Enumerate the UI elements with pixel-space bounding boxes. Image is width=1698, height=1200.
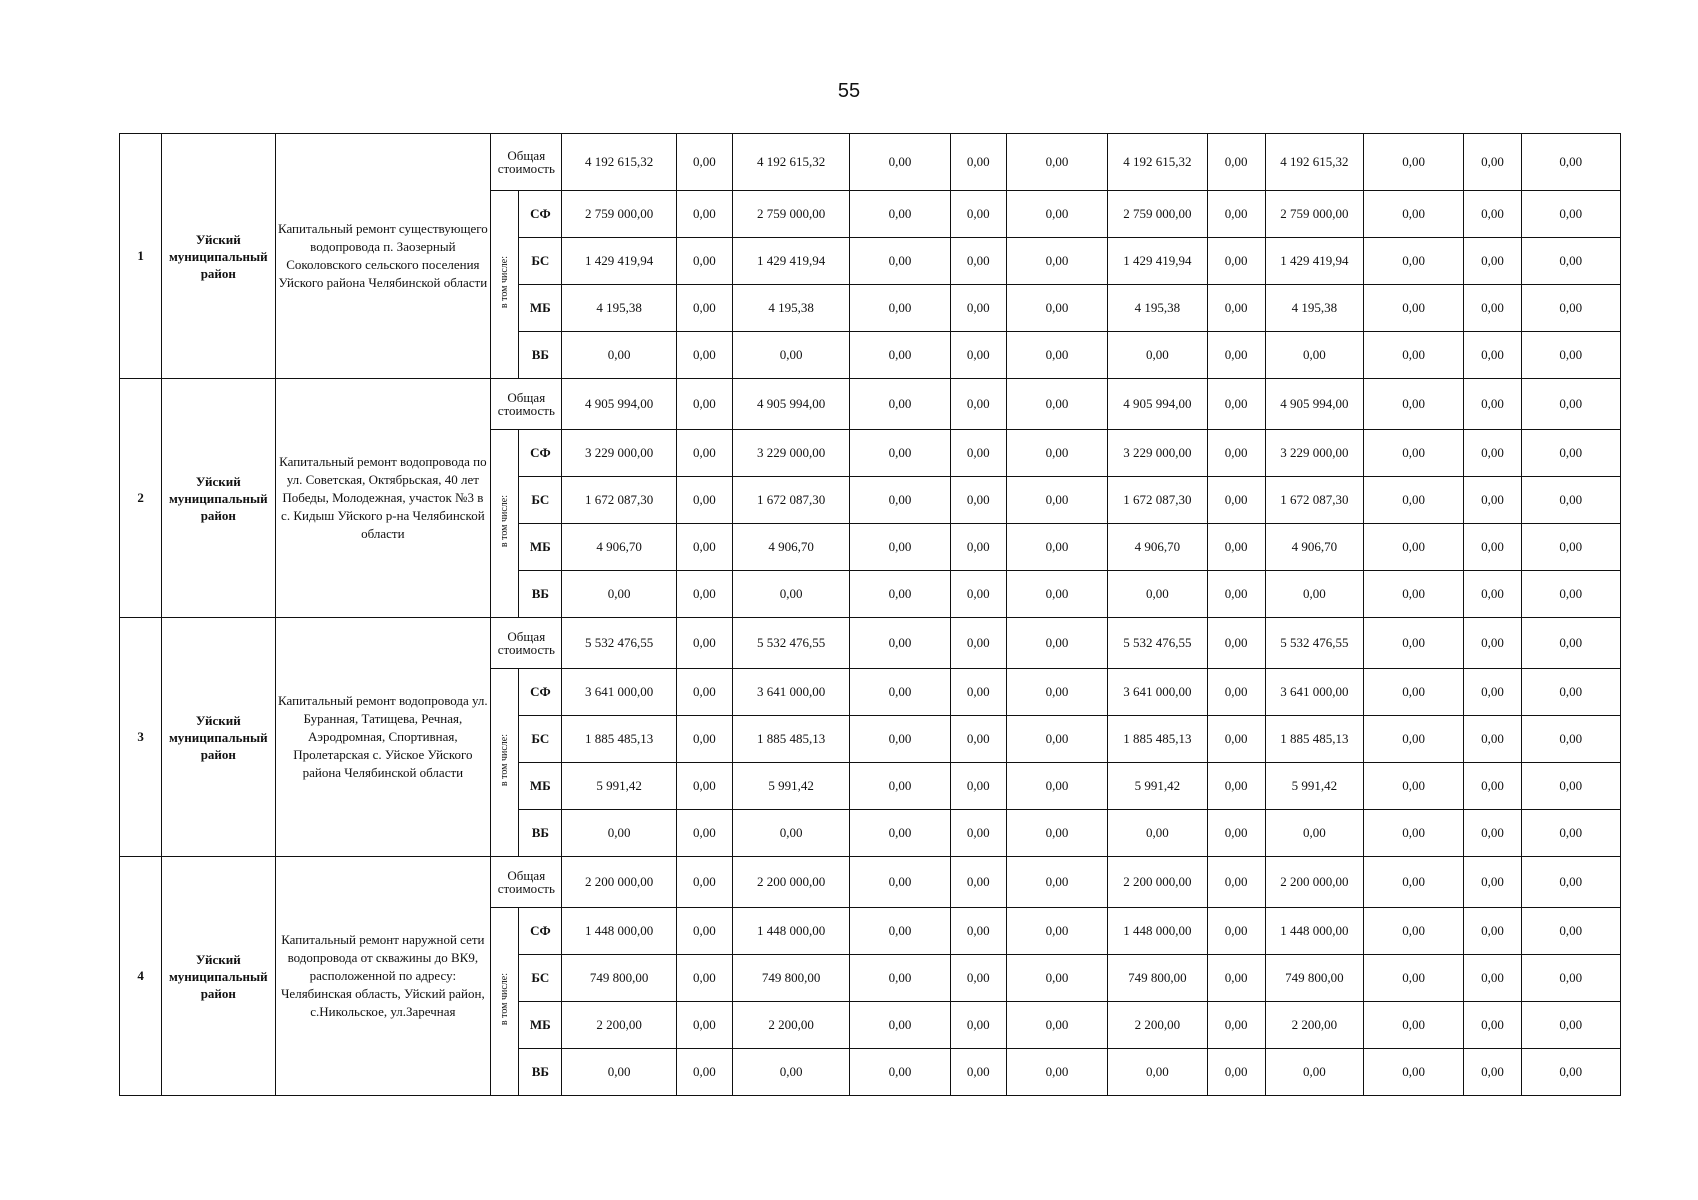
amount-cell: 0,00 [1207, 477, 1265, 524]
amount-cell: 0,00 [1207, 430, 1265, 477]
amount-cell: 0,00 [676, 379, 732, 430]
amount-cell: 0,00 [1207, 1049, 1265, 1096]
amount-cell: 0,00 [1521, 1049, 1620, 1096]
amount-cell: 0,00 [562, 332, 676, 379]
amount-cell: 0,00 [676, 716, 732, 763]
amount-cell: 0,00 [1464, 908, 1521, 955]
amount-cell: 0,00 [1521, 134, 1620, 191]
amount-cell: 0,00 [1006, 716, 1107, 763]
amount-cell: 0,00 [1108, 1049, 1207, 1096]
amount-cell: 4 905 994,00 [732, 379, 849, 430]
amount-cell: 0,00 [1464, 191, 1521, 238]
amount-cell: 0,00 [1006, 857, 1107, 908]
amount-cell: 749 800,00 [1265, 955, 1363, 1002]
amount-cell: 0,00 [950, 1002, 1006, 1049]
amount-cell: 0,00 [850, 669, 950, 716]
amount-cell: 2 200 000,00 [562, 857, 676, 908]
amount-cell: 0,00 [850, 857, 950, 908]
amount-cell: 0,00 [1464, 477, 1521, 524]
amount-cell: 0,00 [1464, 1002, 1521, 1049]
amount-cell: 0,00 [676, 524, 732, 571]
district-name: Уйский муниципальный район [162, 618, 275, 857]
amount-cell: 0,00 [1207, 571, 1265, 618]
amount-cell: 4 195,38 [1265, 285, 1363, 332]
amount-cell: 2 759 000,00 [732, 191, 849, 238]
amount-cell: 0,00 [1006, 524, 1107, 571]
amount-cell: 0,00 [1207, 191, 1265, 238]
amount-cell: 0,00 [1006, 1002, 1107, 1049]
amount-cell: 0,00 [676, 238, 732, 285]
total-cost-label: Общая стоимость [491, 857, 562, 908]
amount-cell: 0,00 [1364, 857, 1464, 908]
amount-cell: 0,00 [1364, 810, 1464, 857]
amount-cell: 0,00 [1521, 191, 1620, 238]
amount-cell: 3 641 000,00 [1108, 669, 1207, 716]
amount-cell: 1 885 485,13 [1108, 716, 1207, 763]
amount-cell: 0,00 [1364, 477, 1464, 524]
amount-cell: 4 195,38 [562, 285, 676, 332]
funding-source: БС [519, 955, 562, 1002]
amount-cell: 4 906,70 [562, 524, 676, 571]
amount-cell: 0,00 [562, 571, 676, 618]
amount-cell: 0,00 [1207, 379, 1265, 430]
funding-source: МБ [519, 1002, 562, 1049]
funding-source: БС [519, 238, 562, 285]
amount-cell: 0,00 [676, 669, 732, 716]
amount-cell: 0,00 [1006, 1049, 1107, 1096]
amount-cell: 0,00 [850, 285, 950, 332]
funding-source: ВБ [519, 571, 562, 618]
amount-cell: 0,00 [1521, 285, 1620, 332]
row-number: 1 [120, 134, 162, 379]
amount-cell: 0,00 [1006, 430, 1107, 477]
row-number: 3 [120, 618, 162, 857]
amount-cell: 0,00 [1521, 955, 1620, 1002]
amount-cell: 0,00 [1364, 618, 1464, 669]
amount-cell: 0,00 [1207, 524, 1265, 571]
amount-cell: 0,00 [1364, 134, 1464, 191]
amount-cell: 4 192 615,32 [1108, 134, 1207, 191]
amount-cell: 0,00 [1364, 1002, 1464, 1049]
amount-cell: 1 672 087,30 [732, 477, 849, 524]
amount-cell: 0,00 [850, 524, 950, 571]
amount-cell: 4 905 994,00 [1265, 379, 1363, 430]
row-number: 4 [120, 857, 162, 1096]
amount-cell: 0,00 [1464, 285, 1521, 332]
amount-cell: 0,00 [562, 1049, 676, 1096]
amount-cell: 0,00 [1521, 1002, 1620, 1049]
object-description: Капитальный ремонт водопровода по ул. Советская, Октябрьская, 40 лет Победы, Молодежная, участок №3 в с. Кидыш Уйского р-на Челябинской области [275, 379, 491, 618]
object-description: Капитальный ремонт водопровода ул. Буранная, Татищева, Речная, Аэродромная, Спортивная, Пролетарская с. Уйское Уйского района Челябинской области [275, 618, 491, 857]
amount-cell: 1 885 485,13 [1265, 716, 1363, 763]
amount-cell: 3 641 000,00 [732, 669, 849, 716]
including-label: в том числе: [499, 734, 511, 787]
amount-cell: 0,00 [1464, 955, 1521, 1002]
district-name: Уйский муниципальный район [162, 134, 275, 379]
amount-cell: 4 192 615,32 [1265, 134, 1363, 191]
amount-cell: 0,00 [950, 810, 1006, 857]
amount-cell: 0,00 [1464, 857, 1521, 908]
funding-source: СФ [519, 908, 562, 955]
amount-cell: 0,00 [850, 379, 950, 430]
amount-cell: 0,00 [562, 810, 676, 857]
amount-cell: 0,00 [950, 716, 1006, 763]
amount-cell: 0,00 [676, 1002, 732, 1049]
amount-cell: 0,00 [1521, 669, 1620, 716]
amount-cell: 5 991,42 [562, 763, 676, 810]
amount-cell: 0,00 [1006, 379, 1107, 430]
amount-cell: 2 759 000,00 [1108, 191, 1207, 238]
amount-cell: 0,00 [1464, 524, 1521, 571]
amount-cell: 0,00 [1006, 908, 1107, 955]
amount-cell: 0,00 [1464, 332, 1521, 379]
amount-cell: 0,00 [950, 763, 1006, 810]
amount-cell: 4 906,70 [1108, 524, 1207, 571]
amount-cell: 4 195,38 [732, 285, 849, 332]
amount-cell: 1 885 485,13 [562, 716, 676, 763]
amount-cell: 0,00 [1108, 332, 1207, 379]
amount-cell: 0,00 [676, 477, 732, 524]
district-name: Уйский муниципальный район [162, 379, 275, 618]
funding-source: МБ [519, 763, 562, 810]
amount-cell: 0,00 [1521, 332, 1620, 379]
amount-cell: 0,00 [1521, 857, 1620, 908]
amount-cell: 1 448 000,00 [1108, 908, 1207, 955]
amount-cell: 0,00 [1207, 908, 1265, 955]
amount-cell: 2 759 000,00 [1265, 191, 1363, 238]
amount-cell: 0,00 [676, 908, 732, 955]
amount-cell: 0,00 [1464, 618, 1521, 669]
amount-cell: 0,00 [1265, 1049, 1363, 1096]
amount-cell: 0,00 [1108, 810, 1207, 857]
amount-cell: 0,00 [732, 810, 849, 857]
amount-cell: 0,00 [1364, 669, 1464, 716]
amount-cell: 0,00 [950, 191, 1006, 238]
amount-cell: 1 448 000,00 [732, 908, 849, 955]
amount-cell: 0,00 [950, 134, 1006, 191]
funding-source: БС [519, 477, 562, 524]
funding-source: ВБ [519, 332, 562, 379]
project-total-row [120, 134, 1621, 191]
amount-cell: 0,00 [676, 332, 732, 379]
amount-cell: 0,00 [1006, 669, 1107, 716]
amount-cell: 0,00 [850, 955, 950, 1002]
amount-cell: 0,00 [850, 477, 950, 524]
amount-cell: 0,00 [1464, 379, 1521, 430]
funding-source: СФ [519, 669, 562, 716]
amount-cell: 0,00 [1207, 238, 1265, 285]
project-total-row [120, 379, 1621, 430]
amount-cell: 0,00 [1265, 571, 1363, 618]
amount-cell: 3 229 000,00 [1108, 430, 1207, 477]
including-label-cell [491, 908, 519, 1096]
amount-cell: 0,00 [1364, 716, 1464, 763]
amount-cell: 0,00 [1521, 571, 1620, 618]
amount-cell: 2 200,00 [1265, 1002, 1363, 1049]
amount-cell: 4 192 615,32 [562, 134, 676, 191]
amount-cell: 0,00 [950, 955, 1006, 1002]
amount-cell: 0,00 [676, 134, 732, 191]
funding-source: СФ [519, 191, 562, 238]
amount-cell: 0,00 [1207, 285, 1265, 332]
amount-cell: 0,00 [676, 285, 732, 332]
total-cost-label: Общая стоимость [491, 618, 562, 669]
amount-cell: 4 906,70 [1265, 524, 1363, 571]
project-total-row [120, 857, 1621, 908]
amount-cell: 1 429 419,94 [562, 238, 676, 285]
amount-cell: 0,00 [1364, 191, 1464, 238]
amount-cell: 0,00 [1364, 524, 1464, 571]
amount-cell: 0,00 [676, 571, 732, 618]
funding-source: МБ [519, 285, 562, 332]
amount-cell: 0,00 [1364, 908, 1464, 955]
amount-cell: 0,00 [1521, 618, 1620, 669]
amount-cell: 0,00 [1265, 810, 1363, 857]
amount-cell: 0,00 [950, 430, 1006, 477]
amount-cell: 0,00 [732, 332, 849, 379]
amount-cell: 0,00 [676, 857, 732, 908]
amount-cell: 2 759 000,00 [562, 191, 676, 238]
amount-cell: 0,00 [950, 1049, 1006, 1096]
amount-cell: 4 192 615,32 [732, 134, 849, 191]
amount-cell: 1 885 485,13 [732, 716, 849, 763]
amount-cell: 1 448 000,00 [1265, 908, 1363, 955]
amount-cell: 0,00 [950, 524, 1006, 571]
amount-cell: 0,00 [676, 955, 732, 1002]
amount-cell: 0,00 [1364, 379, 1464, 430]
amount-cell: 5 532 476,55 [1108, 618, 1207, 669]
amount-cell: 0,00 [1006, 191, 1107, 238]
amount-cell: 0,00 [850, 810, 950, 857]
amount-cell: 0,00 [1521, 238, 1620, 285]
amount-cell: 0,00 [950, 857, 1006, 908]
amount-cell: 1 429 419,94 [732, 238, 849, 285]
amount-cell: 749 800,00 [732, 955, 849, 1002]
amount-cell: 0,00 [1521, 524, 1620, 571]
amount-cell: 0,00 [1108, 571, 1207, 618]
amount-cell: 0,00 [1464, 716, 1521, 763]
amount-cell: 0,00 [1207, 134, 1265, 191]
amount-cell: 0,00 [1207, 618, 1265, 669]
amount-cell: 5 532 476,55 [562, 618, 676, 669]
including-label: в том числе: [499, 973, 511, 1026]
amount-cell: 749 800,00 [1108, 955, 1207, 1002]
amount-cell: 0,00 [1006, 285, 1107, 332]
amount-cell: 0,00 [1207, 332, 1265, 379]
amount-cell: 0,00 [950, 571, 1006, 618]
amount-cell: 0,00 [1207, 857, 1265, 908]
amount-cell: 0,00 [1464, 669, 1521, 716]
amount-cell: 4 195,38 [1108, 285, 1207, 332]
amount-cell: 0,00 [1207, 763, 1265, 810]
amount-cell: 0,00 [950, 908, 1006, 955]
amount-cell: 0,00 [1207, 810, 1265, 857]
amount-cell: 0,00 [950, 618, 1006, 669]
amount-cell: 0,00 [850, 430, 950, 477]
amount-cell: 0,00 [1006, 477, 1107, 524]
amount-cell: 0,00 [850, 716, 950, 763]
funding-source: СФ [519, 430, 562, 477]
amount-cell: 0,00 [1006, 810, 1107, 857]
amount-cell: 4 906,70 [732, 524, 849, 571]
amount-cell: 0,00 [1521, 430, 1620, 477]
amount-cell: 0,00 [950, 238, 1006, 285]
amount-cell: 2 200,00 [1108, 1002, 1207, 1049]
amount-cell: 0,00 [1006, 238, 1107, 285]
amount-cell: 3 229 000,00 [562, 430, 676, 477]
amount-cell: 3 641 000,00 [1265, 669, 1363, 716]
page-number: 55 [837, 80, 861, 102]
total-cost-label: Общая стоимость [491, 134, 562, 191]
amount-cell: 0,00 [950, 477, 1006, 524]
including-label: в том числе: [499, 256, 511, 309]
amount-cell: 0,00 [850, 191, 950, 238]
amount-cell: 0,00 [676, 618, 732, 669]
amount-cell: 749 800,00 [562, 955, 676, 1002]
amount-cell: 0,00 [950, 332, 1006, 379]
project-total-row [120, 618, 1621, 669]
funding-table [119, 133, 1621, 1096]
amount-cell: 0,00 [850, 571, 950, 618]
amount-cell: 0,00 [1364, 763, 1464, 810]
amount-cell: 0,00 [1364, 285, 1464, 332]
amount-cell: 0,00 [1521, 908, 1620, 955]
amount-cell: 0,00 [1464, 1049, 1521, 1096]
including-label-cell [491, 430, 519, 618]
amount-cell: 2 200 000,00 [1108, 857, 1207, 908]
amount-cell: 0,00 [850, 618, 950, 669]
amount-cell: 0,00 [1006, 134, 1107, 191]
amount-cell: 1 448 000,00 [562, 908, 676, 955]
amount-cell: 1 672 087,30 [1108, 477, 1207, 524]
amount-cell: 0,00 [850, 238, 950, 285]
amount-cell: 1 672 087,30 [1265, 477, 1363, 524]
funding-source: ВБ [519, 1049, 562, 1096]
amount-cell: 0,00 [1265, 332, 1363, 379]
amount-cell: 5 991,42 [1265, 763, 1363, 810]
amount-cell: 0,00 [950, 285, 1006, 332]
row-number: 2 [120, 379, 162, 618]
funding-source: МБ [519, 524, 562, 571]
amount-cell: 0,00 [850, 763, 950, 810]
amount-cell: 5 532 476,55 [1265, 618, 1363, 669]
amount-cell: 0,00 [850, 1049, 950, 1096]
amount-cell: 0,00 [1521, 716, 1620, 763]
amount-cell: 3 641 000,00 [562, 669, 676, 716]
amount-cell: 0,00 [732, 1049, 849, 1096]
amount-cell: 0,00 [1521, 379, 1620, 430]
amount-cell: 0,00 [1006, 763, 1107, 810]
amount-cell: 0,00 [1006, 955, 1107, 1002]
amount-cell: 5 991,42 [732, 763, 849, 810]
total-cost-label: Общая стоимость [491, 379, 562, 430]
amount-cell: 2 200 000,00 [1265, 857, 1363, 908]
amount-cell: 0,00 [950, 669, 1006, 716]
amount-cell: 0,00 [850, 1002, 950, 1049]
amount-cell: 1 672 087,30 [562, 477, 676, 524]
amount-cell: 5 532 476,55 [732, 618, 849, 669]
amount-cell: 2 200,00 [732, 1002, 849, 1049]
table-body [120, 134, 1621, 1096]
amount-cell: 0,00 [1006, 618, 1107, 669]
amount-cell: 0,00 [732, 571, 849, 618]
including-label-cell [491, 191, 519, 379]
amount-cell: 0,00 [1207, 1002, 1265, 1049]
amount-cell: 0,00 [1364, 238, 1464, 285]
amount-cell: 0,00 [1364, 430, 1464, 477]
amount-cell: 2 200 000,00 [732, 857, 849, 908]
amount-cell: 0,00 [676, 1049, 732, 1096]
amount-cell: 0,00 [1207, 716, 1265, 763]
amount-cell: 0,00 [1521, 477, 1620, 524]
amount-cell: 0,00 [1521, 763, 1620, 810]
amount-cell: 0,00 [950, 379, 1006, 430]
funding-source: ВБ [519, 810, 562, 857]
amount-cell: 3 229 000,00 [732, 430, 849, 477]
amount-cell: 0,00 [1364, 332, 1464, 379]
funding-source: БС [519, 716, 562, 763]
amount-cell: 5 991,42 [1108, 763, 1207, 810]
amount-cell: 4 905 994,00 [562, 379, 676, 430]
amount-cell: 0,00 [676, 810, 732, 857]
amount-cell: 0,00 [1207, 669, 1265, 716]
amount-cell: 0,00 [1364, 1049, 1464, 1096]
amount-cell: 0,00 [1464, 238, 1521, 285]
amount-cell: 0,00 [1464, 430, 1521, 477]
amount-cell: 0,00 [1006, 571, 1107, 618]
including-label: в том числе: [499, 495, 511, 548]
amount-cell: 3 229 000,00 [1265, 430, 1363, 477]
amount-cell: 0,00 [850, 332, 950, 379]
amount-cell: 0,00 [1364, 571, 1464, 618]
object-description: Капитальный ремонт существующего водопровода п. Заозерный Соколовского сельского поселения Уйского района Челябинской области [275, 134, 491, 379]
amount-cell: 0,00 [676, 191, 732, 238]
amount-cell: 0,00 [1464, 571, 1521, 618]
including-label-cell [491, 669, 519, 857]
amount-cell: 1 429 419,94 [1265, 238, 1363, 285]
amount-cell: 0,00 [676, 763, 732, 810]
amount-cell: 0,00 [1521, 810, 1620, 857]
amount-cell: 0,00 [1464, 763, 1521, 810]
district-name: Уйский муниципальный район [162, 857, 275, 1096]
amount-cell: 0,00 [1464, 810, 1521, 857]
amount-cell: 2 200,00 [562, 1002, 676, 1049]
amount-cell: 1 429 419,94 [1108, 238, 1207, 285]
amount-cell: 0,00 [850, 908, 950, 955]
amount-cell: 0,00 [676, 430, 732, 477]
amount-cell: 0,00 [1364, 955, 1464, 1002]
amount-cell: 0,00 [850, 134, 950, 191]
object-description: Капитальный ремонт наружной сети водопровода от скважины до ВК9, расположенной по адресу: Челябинская область, Уйский район, с.Никольское, ул.Заречная [275, 857, 491, 1096]
amount-cell: 0,00 [1207, 955, 1265, 1002]
amount-cell: 0,00 [1006, 332, 1107, 379]
amount-cell: 4 905 994,00 [1108, 379, 1207, 430]
amount-cell: 0,00 [1464, 134, 1521, 191]
